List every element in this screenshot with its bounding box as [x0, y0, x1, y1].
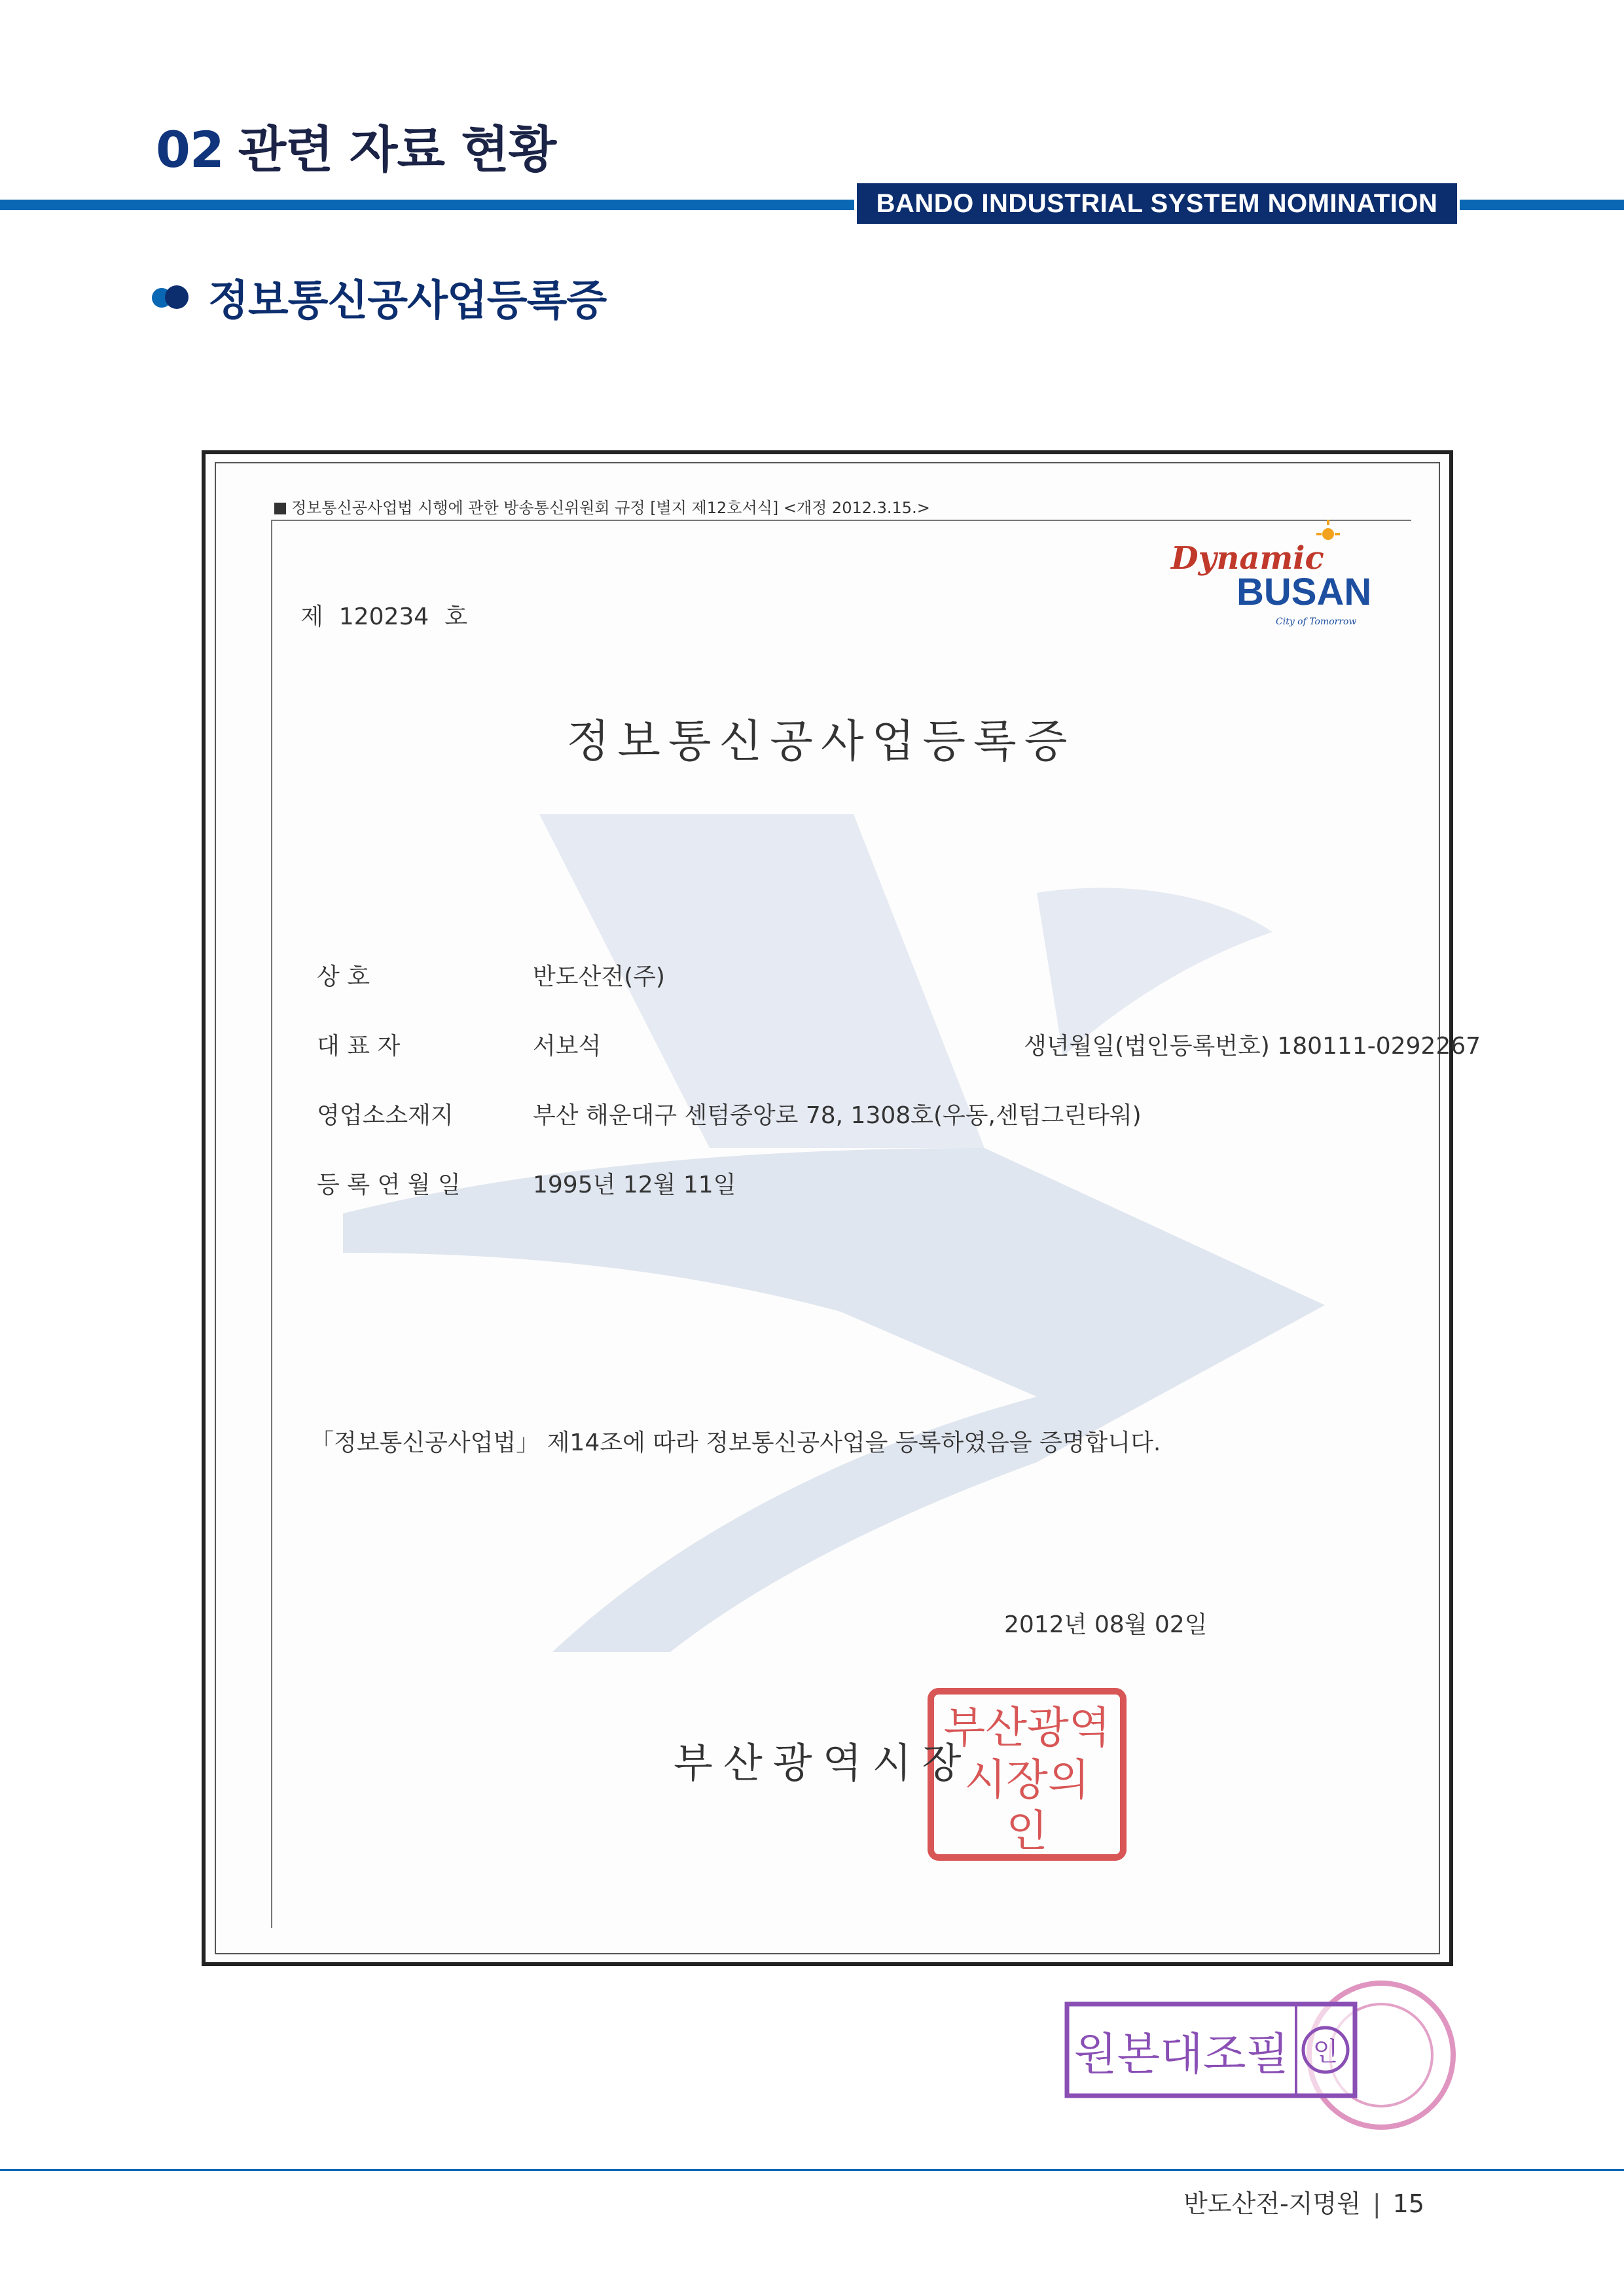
svg-text:인: 인 [1006, 1806, 1048, 1856]
stamp-text: 원본대조필 [1074, 2029, 1290, 2081]
field-registration-date: 등 록 연 월 일 1995년 12월 11일 [317, 1172, 736, 1198]
certificate-number: 제 120234 호 [300, 603, 467, 630]
section-title [156, 110, 556, 181]
logo-tagline: City of Tomorrow [1276, 617, 1357, 627]
field-representative: 대 표 자 서보석 생년월일(법인등록번호) 180111-0292267 [317, 1028, 601, 1061]
section-title-text: 관련 자료 현황 [238, 120, 556, 179]
svg-text:부산광역: 부산광역 [943, 1702, 1111, 1753]
original-verified-stamp [1060, 1977, 1460, 2134]
footer-rule [0, 2169, 1624, 2171]
certificate-statement: 「정보통신공사업법」 제14조에 따라 정보통신공사업을 등록하였음을 증명합니다. [310, 1429, 1161, 1456]
logo-dynamic: Dynamic [1171, 540, 1324, 577]
issuer-name: 부산광역시장 [674, 1739, 972, 1787]
stamp-mark: 인 [1312, 2037, 1339, 2067]
legal-note: 정보통신공사업법 시행에 관한 방송통신위원회 규정 [별지 제12호서식] <개정 2012.3.15.> [274, 495, 930, 518]
footer [1183, 2183, 1424, 2219]
dynamic-busan-logo [1145, 520, 1394, 631]
header-badge-label: BANDO INDUSTRIAL SYSTEM NOMINATION [876, 188, 1438, 218]
certificate-title: 정보통신공사업등록증 [566, 716, 1075, 768]
issue-date: 2012년 08월 02일 [1004, 1611, 1208, 1638]
field-registration-number: 생년월일(법인등록번호) 180111-0292267 [1024, 1033, 1481, 1060]
footer-doc-name: 반도산전-지명원 [1183, 2189, 1361, 2218]
page-number: 15 [1392, 2189, 1424, 2218]
field-address: 영업소소재지 부산 해운대구 센텀중앙로 78, 1308호(우동,센텀그린타워) [317, 1102, 1142, 1129]
footer-separator: | [1372, 2189, 1381, 2218]
svg-text:시장의: 시장의 [964, 1755, 1090, 1805]
certificate-image [202, 450, 1481, 1966]
field-company: 상 호 반도산전(주) [317, 963, 665, 990]
section-number: 02 [156, 120, 224, 179]
logo-busan: BUSAN [1236, 571, 1372, 613]
header-badge [854, 181, 1460, 226]
subsection-title: 정보통신공사업등록증 [208, 277, 607, 325]
bullet-icon [152, 285, 191, 309]
